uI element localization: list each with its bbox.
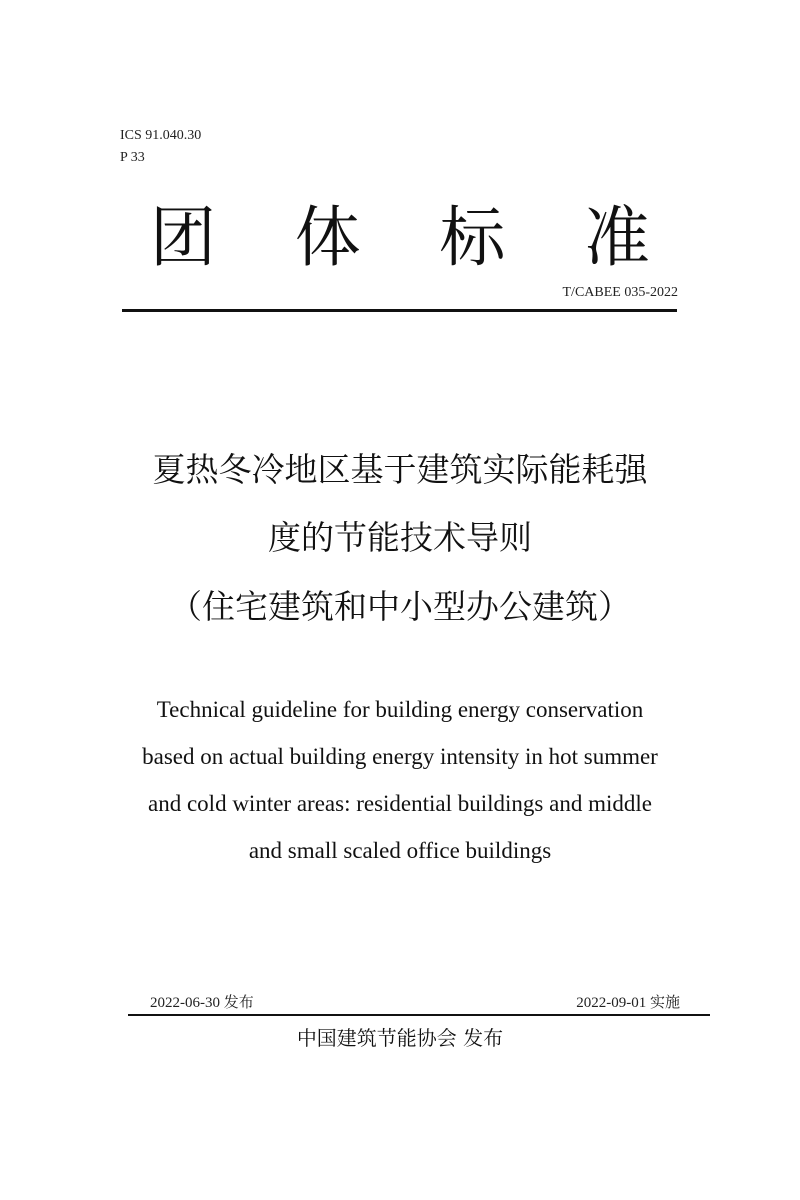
- chinese-title-line: 夏热冬冷地区基于建筑实际能耗强: [152, 450, 648, 489]
- category-char: 团: [150, 199, 216, 276]
- category-char: 体: [294, 199, 361, 276]
- english-title: [80, 686, 720, 874]
- english-title-line: and cold winter areas: residential buildings and middle: [148, 791, 652, 816]
- category-char: 准: [583, 199, 650, 276]
- category-char: 标: [439, 199, 506, 276]
- english-title-line: based on actual building energy intensity in hot summer: [142, 744, 658, 769]
- header-divider: [122, 309, 677, 312]
- standard-category-title: [150, 200, 650, 276]
- ccs-code: P 33: [120, 150, 145, 165]
- footer-divider: [128, 1014, 710, 1016]
- english-title-line: and small scaled office buildings: [248, 838, 552, 863]
- chinese-title-line: 度的节能技术导则: [268, 518, 532, 557]
- standard-number: T/CABEE 035-2022: [562, 285, 678, 300]
- chinese-title-subtitle: （住宅建筑和中小型办公建筑）: [169, 587, 631, 626]
- english-title-line: Technical guideline for building energy conservation: [156, 697, 644, 722]
- ics-code: ICS 91.040.30: [120, 128, 202, 143]
- implementation-date: 2022-09-01 实施: [576, 995, 680, 1011]
- issue-date: 2022-06-30 发布: [150, 995, 254, 1011]
- publisher: 中国建筑节能协会 发布: [296, 1026, 504, 1050]
